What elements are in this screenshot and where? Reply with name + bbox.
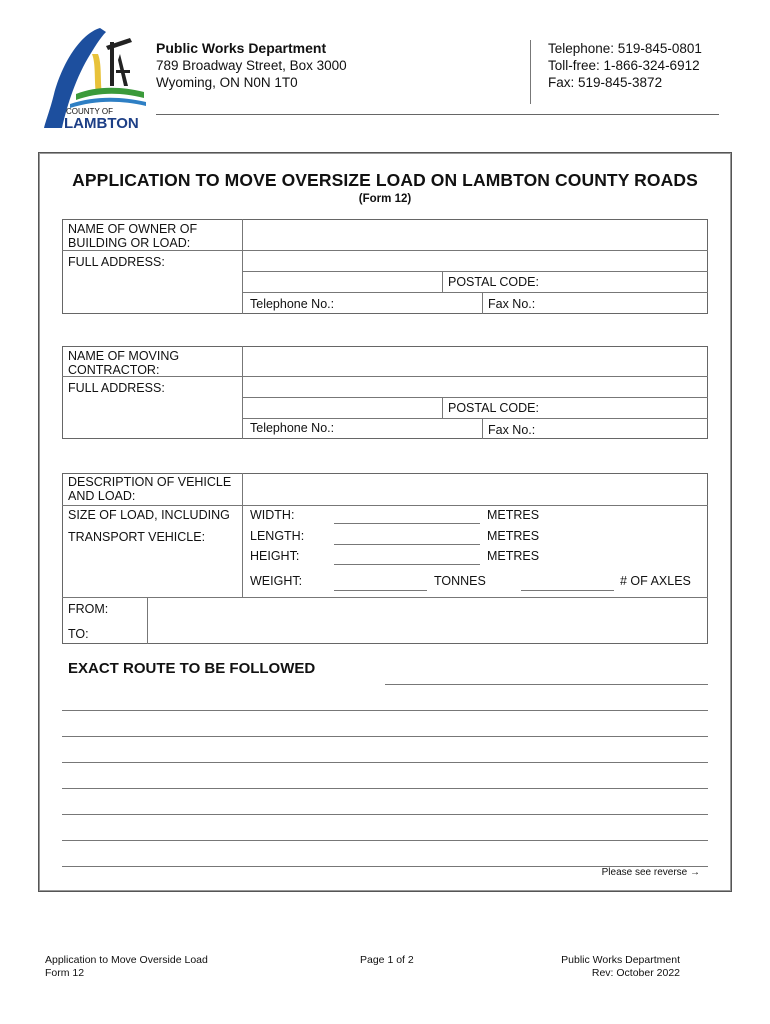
owner-row-rule1 [242, 250, 708, 251]
route-line[interactable] [62, 762, 708, 763]
width-field[interactable] [334, 523, 480, 524]
axles-field[interactable] [521, 590, 614, 591]
footer-left [45, 954, 208, 980]
weight-field[interactable] [334, 590, 427, 591]
height-field[interactable] [334, 564, 480, 565]
footer-right-line1: Public Works Department [561, 954, 680, 966]
contractor-name-field[interactable] [244, 349, 706, 374]
weight-unit: TONNES [434, 574, 486, 588]
owner-name-field[interactable] [244, 222, 706, 248]
vehicle-col-divider [242, 473, 243, 597]
contractor-fax-label: Fax No.: [488, 423, 536, 437]
weight-label: WEIGHT: [250, 574, 303, 588]
length-field[interactable] [334, 544, 480, 545]
form-title: APPLICATION TO MOVE OVERSIZE LOAD ON LAMBTON COUNTY ROADS [72, 170, 698, 190]
vehicle-desc-label-line2: AND LOAD: [68, 489, 136, 503]
vehicle-row-rule2 [62, 597, 708, 598]
route-line[interactable] [62, 814, 708, 815]
owner-fax-divider [482, 292, 483, 314]
vehicle-desc-field[interactable] [244, 476, 706, 503]
header-rule [156, 114, 719, 115]
owner-address-field[interactable] [244, 252, 706, 270]
form-number: (Form 12) [358, 193, 412, 205]
logo-text-bottom: LAMBTON [64, 115, 139, 132]
phone-text: Telephone: 519-845-0801 [548, 41, 702, 56]
axles-label: # OF AXLES [620, 574, 691, 588]
owner-fax-label: Fax No.: [488, 297, 536, 311]
owner-name-label [68, 222, 197, 250]
contractor-name-label-line1: NAME OF MOVING [68, 349, 180, 363]
from-to-field[interactable] [150, 600, 706, 642]
size-label-line2: TRANSPORT VEHICLE: [68, 530, 206, 544]
contractor-row-rule1 [242, 376, 708, 377]
footer-right [520, 954, 680, 980]
owner-name-label-line1: NAME OF OWNER OF [68, 222, 198, 236]
route-line[interactable] [62, 736, 708, 737]
logo-text-top: COUNTY OF [66, 107, 113, 116]
length-label: LENGTH: [250, 529, 305, 543]
route-line[interactable] [62, 840, 708, 841]
owner-row-rule3 [242, 292, 708, 293]
contractor-phone-label: Telephone No.: [250, 421, 335, 435]
owner-label-rule [62, 250, 243, 251]
owner-row-rule2 [242, 271, 708, 272]
contractor-row-rule3 [242, 418, 708, 419]
width-label: WIDTH: [250, 508, 295, 522]
contractor-address-label: FULL ADDRESS: [68, 381, 165, 395]
owner-col-divider [242, 219, 243, 314]
from-label: FROM: [68, 602, 109, 616]
dept-address-line2: Wyoming, ON N0N 1T0 [156, 75, 298, 90]
route-line[interactable] [62, 710, 708, 711]
county-logo [40, 24, 150, 134]
contractor-col-divider [242, 346, 243, 439]
owner-postal-label: POSTAL CODE: [448, 275, 539, 289]
from-to-divider [147, 597, 148, 644]
route-line-first[interactable] [385, 684, 708, 685]
contractor-fax-divider [482, 418, 483, 439]
footer-right-line2: Rev: October 2022 [591, 967, 680, 979]
owner-postal-divider [442, 271, 443, 292]
vehicle-row-rule1 [62, 505, 708, 506]
dept-name: Public Works Department [156, 40, 327, 56]
owner-address-label: FULL ADDRESS: [68, 255, 165, 269]
dept-address-block [156, 40, 347, 91]
vehicle-desc-label [68, 475, 231, 503]
contact-block [548, 40, 702, 91]
route-line[interactable] [62, 788, 708, 789]
tollfree-text: Toll-free: 1-866-324-6912 [548, 58, 700, 73]
width-unit: METRES [487, 508, 540, 522]
contractor-postal-divider [442, 397, 443, 418]
header-divider [530, 40, 531, 104]
contractor-name-label [68, 349, 179, 377]
contractor-postal-label: POSTAL CODE: [448, 401, 539, 415]
height-label: HEIGHT: [250, 549, 300, 563]
fax-text: Fax: 519-845-3872 [548, 75, 663, 90]
page-number: Page 1 of 2 [360, 954, 414, 966]
vehicle-desc-label-line1: DESCRIPTION OF VEHICLE [68, 475, 232, 489]
height-unit: METRES [487, 549, 540, 563]
dept-address-line1: 789 Broadway Street, Box 3000 [156, 58, 347, 73]
length-unit: METRES [487, 529, 540, 543]
contractor-name-label-line2: CONTRACTOR: [68, 363, 160, 377]
reverse-note: Please see reverse → [601, 867, 700, 878]
route-title: EXACT ROUTE TO BE FOLLOWED [68, 660, 316, 677]
owner-name-label-line2: BUILDING OR LOAD: [68, 236, 191, 250]
to-label: TO: [68, 627, 89, 641]
size-label-line1: SIZE OF LOAD, INCLUDING [68, 508, 230, 522]
contractor-row-rule2 [242, 397, 708, 398]
owner-phone-label: Telephone No.: [250, 297, 335, 311]
footer-left-line2: Form 12 [45, 967, 85, 979]
footer-left-line1: Application to Move Overside Load [45, 954, 208, 966]
